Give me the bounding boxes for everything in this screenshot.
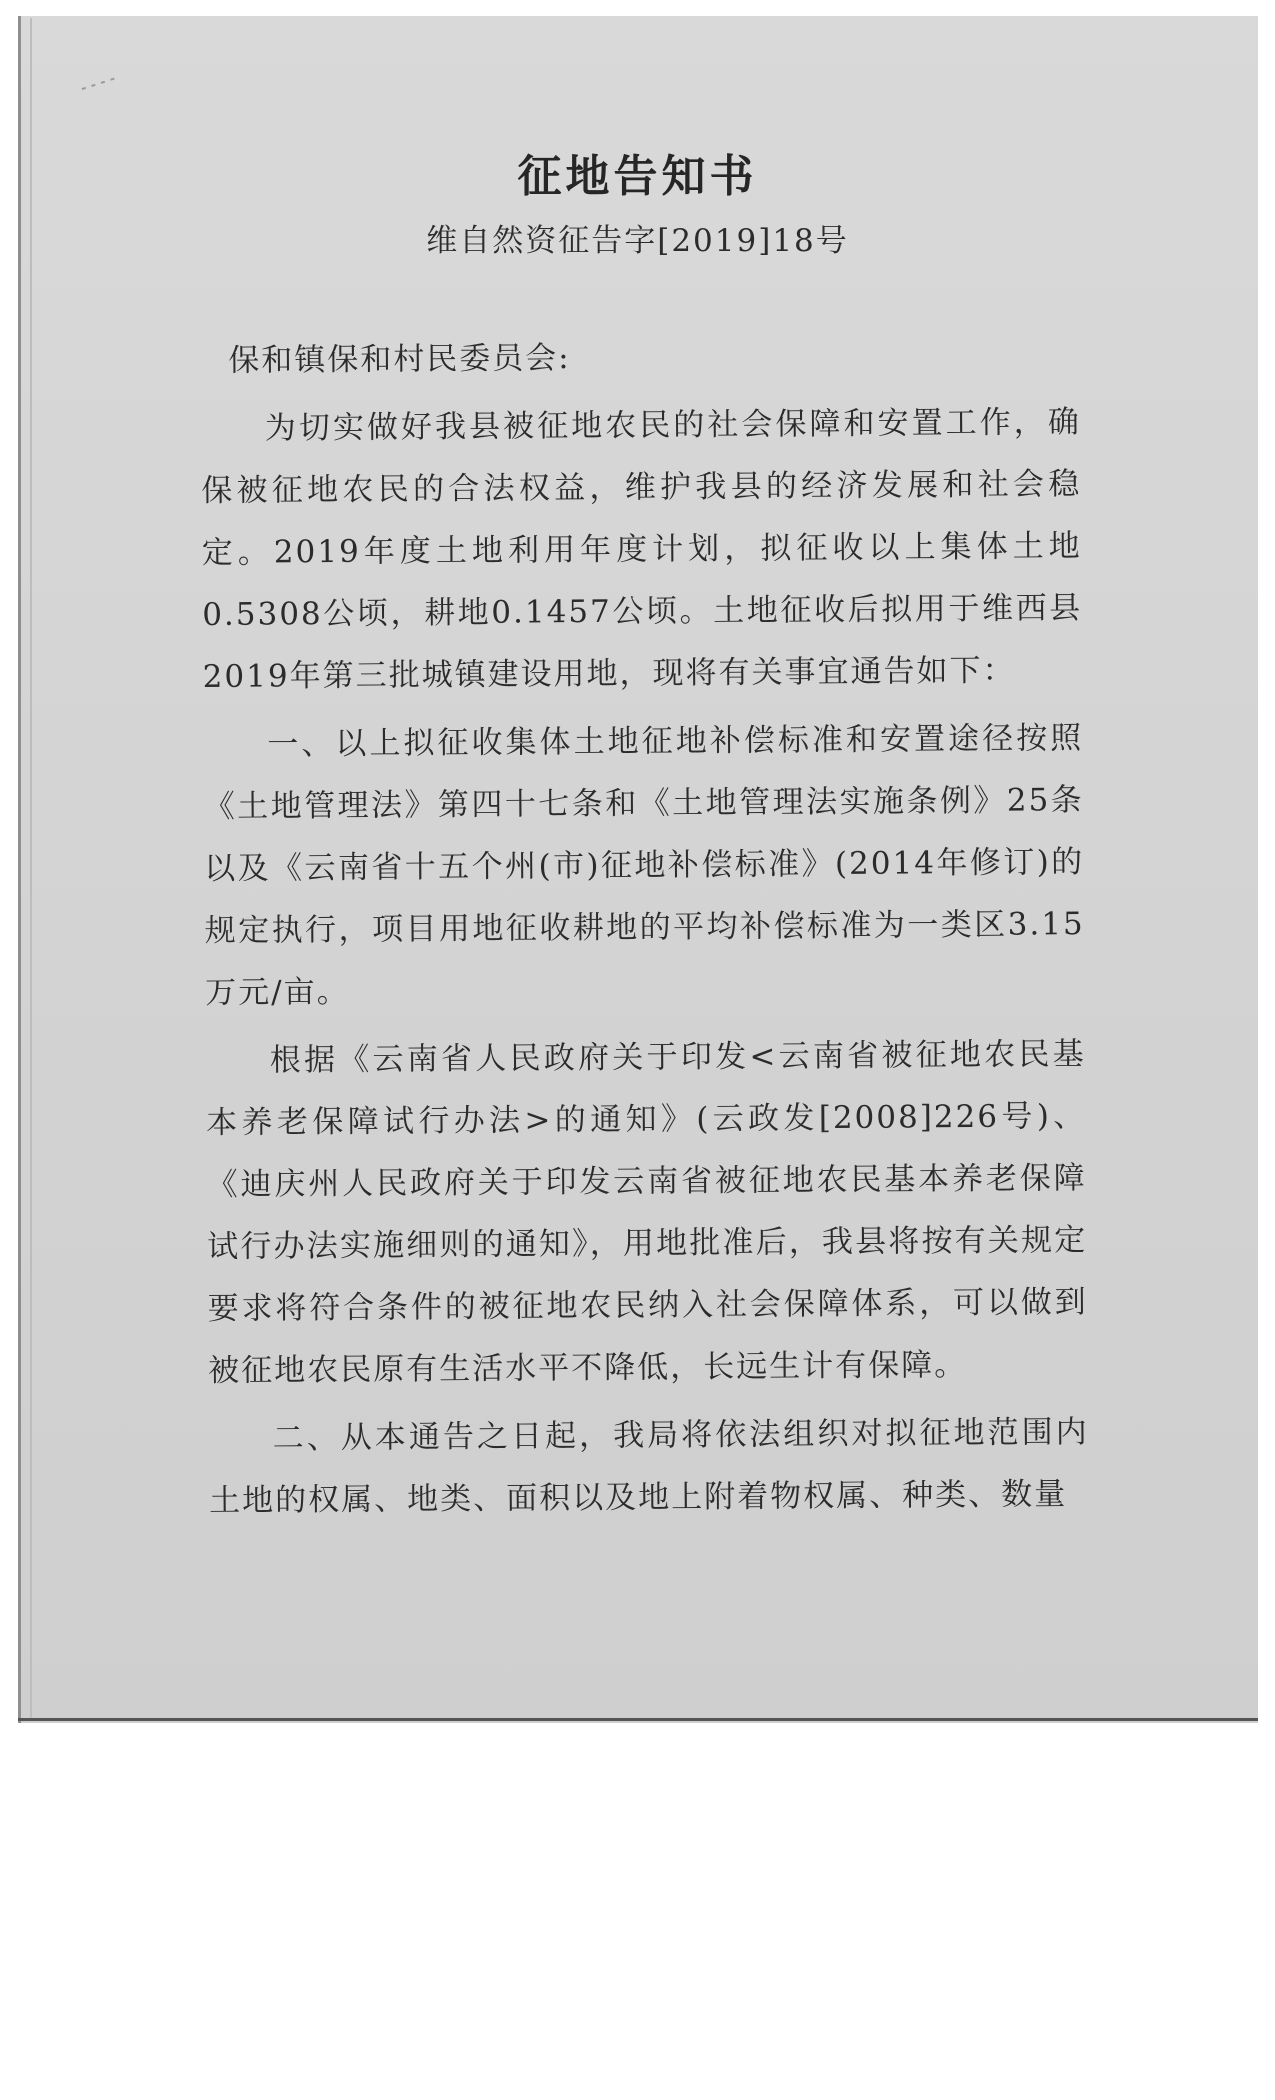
addressee: 保和镇保和村民委员会: [228,340,571,379]
paragraph-social-security: 根据《云南省人民政府关于印发<云南省被征地农民基本养老保障试行办法>的通知》(云政发[2008]226号)、《迪庆州人民政府关于印发云南省被征地农民基本养老保障试行办法实施细则的通知》，用地批准后，我县将按有关规定要求将符合条件的被征地农民纳入社会保障体系，可以做到被征地农民原有生活水平不降低，长远生计有保障。 [206,1036,1088,1389]
scan-left-edge [30,18,32,1718]
document-title: 征地告知书 [517,151,758,202]
paragraph-compensation: 一、以上拟征收集体土地征地补偿标准和安置途径按照《土地管理法》第四十七条和《土地管理法实施条例》25条以及《云南省十五个州(市)征地补偿标准》(2014年修订)的规定执行，项目用地征收耕地的平均补偿标准为一类区3.15万元/亩。 [203,720,1085,1011]
scan-bottom-edge [18,1718,1258,1721]
scan-smudge [79,51,174,107]
document-number: 维自然资征告字[2019]18号 [426,223,849,259]
document-body [200,323,1089,1538]
paragraph-survey: 二、从本通告之日起，我局将依法组织对拟征地范围内土地的权属、地类、面积以及地上附着物权属、种类、数量 [209,1414,1089,1519]
paragraph-intro: 为切实做好我县被征地农民的社会保障和安置工作，确保被征地农民的合法权益，维护我县的经济发展和社会稳定。2019年度土地利用年度计划，拟征收以上集体土地0.5308公顷，耕地0.1457公顷。土地征收后拟用于维西县2019年第三批城镇建设用地，现将有关事宜通告如下： [201,404,1083,695]
